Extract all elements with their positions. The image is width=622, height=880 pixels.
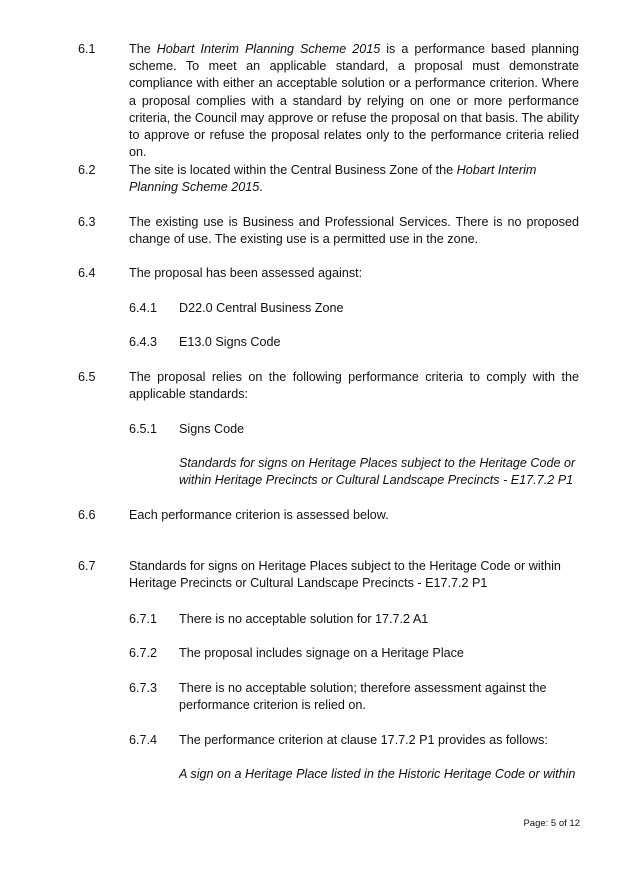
para-6-4-number: 6.4 [78, 266, 96, 280]
subpara-number: 6.4.3 [129, 335, 158, 349]
para-6-3-text: The existing use is Business and Professional Services. There is no proposed change of use. The existing use is a permitted use in the zone. [129, 215, 579, 247]
para-6-1-post: is a performance based planning scheme. To meet an applicable standard, a proposal must demonstrate compliance with either an acceptable solution or a performance criterion. Where a proposal complies with a standard by relying on one or more performance criteria, the Council may approve or refuse the proposal on that basis. The ability to approve or refuse the proposal relates only to the performance criteria relied on. [129, 42, 579, 160]
para-6-3-number: 6.3 [78, 215, 96, 229]
para-6-2-pre: The site is located within the Central Business Zone of the [129, 163, 457, 177]
para-6-2-text [129, 162, 579, 196]
para-6-7-number: 6.7 [78, 559, 96, 573]
subpara-text: There is no acceptable solution for 17.7.2 A1 [179, 612, 429, 626]
subpara-text: The performance criterion at clause 17.7.2 P1 provides as follows: [179, 733, 548, 747]
para-6-5-number: 6.5 [78, 370, 96, 384]
subpara-text: The proposal includes signage on a Heritage Place [179, 646, 464, 660]
criterion-quote: A sign on a Heritage Place listed in the Historic Heritage Code or within [179, 767, 576, 781]
subpara-number: 6.7.4 [129, 733, 158, 747]
subpara-number: 6.7.3 [129, 681, 158, 695]
standard-reference: Standards for signs on Heritage Places subject to the Heritage Code or within Heritage Precincts or Cultural Landscape Precincts - E17.7.2 P1 [179, 456, 576, 488]
para-6-2-number: 6.2 [78, 163, 96, 177]
subpara-text: D22.0 Central Business Zone [179, 301, 344, 315]
para-6-2-post: . [259, 180, 263, 195]
para-6-5-text: The proposal relies on the following performance criteria to comply with the applicable standards: [129, 370, 579, 402]
subpara-number: 6.7.1 [129, 612, 158, 626]
para-6-7-text: Standards for signs on Heritage Places subject to the Heritage Code or within Heritage Precincts or Cultural Landscape Precincts - E17.7.2 P1 [129, 559, 561, 591]
para-6-1-pre: The [129, 42, 157, 56]
para-6-1-text [129, 41, 579, 161]
subpara-number: 6.4.1 [129, 301, 158, 315]
page-number: Page: 5 of 12 [523, 818, 580, 829]
subpara-text: Signs Code [179, 422, 245, 436]
subpara-text: E13.0 Signs Code [179, 335, 281, 349]
scheme-name: Hobart Interim Planning Scheme 2015 [129, 163, 537, 195]
subpara-number: 6.5.1 [129, 422, 158, 436]
para-6-6-text: Each performance criterion is assessed below. [129, 508, 389, 522]
subpara-number: 6.7.2 [129, 646, 158, 660]
para-6-4-text: The proposal has been assessed against: [129, 266, 363, 280]
para-6-1-number: 6.1 [78, 42, 96, 56]
para-6-6-number: 6.6 [78, 508, 96, 522]
scheme-name: Hobart Interim Planning Scheme 2015 [156, 42, 381, 56]
subpara-text: There is no acceptable solution; therefore assessment against the performance criterion is relied on. [179, 681, 547, 713]
